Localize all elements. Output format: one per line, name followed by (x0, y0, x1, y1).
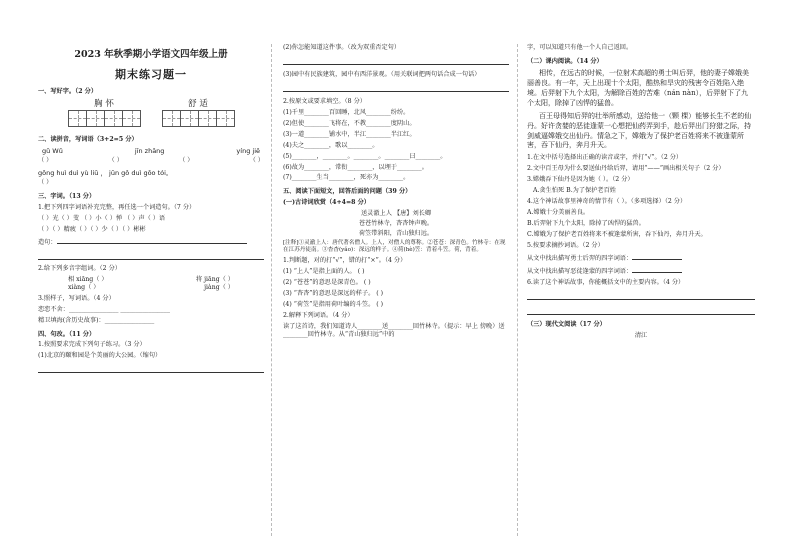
question: 6.读了这个神话故事，你能概括文中的主要内容。（4 分） (527, 278, 685, 286)
polyphone-row (38, 276, 264, 284)
question: 从文中找出描写恶徒逢蒙的四字词语： (527, 267, 633, 275)
idiom-blanks[interactable]: （ ）光（ ）芰 （ ）小（ ）惮 （ ）声（ ）语 (38, 215, 166, 223)
answer-line[interactable] (527, 305, 755, 315)
polyphone-item[interactable]: 相 xiāng（ ） (68, 275, 108, 283)
answer-line[interactable] (283, 82, 509, 92)
idiom-blanks[interactable]: （ ）（ ）精疲（ ）（ ）少（ ）（ ）彬彬 (38, 226, 146, 233)
handwriting-grids (38, 99, 264, 130)
handwriting-word (68, 99, 140, 130)
reading-paragraph: 百王母得知后羿的壮举所感动，送给他一（颗 棵）能够长生不老的仙丹。好许贪婪的恶徒逢蒙一心想把仙药弄到手，趁后羿出门狩猎之际，持剑威逼嫦娥交出仙丹。情急之下，嫦娥为了保护老百姓将来不被逢蒙所害，吞下仙丹，奔月升天。 (527, 111, 752, 150)
question: 2.按原文或要求填空。（8 分） (283, 97, 366, 105)
answer-blank[interactable]: ________________ (68, 305, 119, 313)
column-divider (271, 44, 272, 536)
sub-heading: (一)古诗词欣赏（4+4=8 分） (283, 199, 370, 207)
answer-line[interactable] (527, 290, 755, 300)
fill-blank[interactable]: (2)但使________飞将在，不教________度阴山。 (283, 119, 416, 127)
pinyin: gǔ Wǔ (42, 146, 63, 155)
pinyin: yíng jiē (236, 146, 260, 155)
answer-blank[interactable]: ________________ (104, 316, 155, 324)
section-heading: 二、读拼音，写词语（3+2=5 分） (38, 135, 138, 143)
poem-line: 荷笠带斜阳，青山独归远。 (358, 230, 434, 238)
poem-note: [注释]①灵澈上人：唐代著名僧人。上人，对僧人的尊称。②苍苍：深青色。竹林寺：在现在江苏丹徒南。③杳杳(yǎo)：深远的样子。④荷(hè)笠：背着斗笠。荷，背着。 (283, 240, 506, 254)
paragraph: 读了这首诗，我们知道诗人________送________回竹林寺。（提示：早上 傍晚）送________回竹林寺。从“青山独归远”中的 (283, 323, 505, 338)
word-label: 舒 适 (188, 98, 208, 109)
section-heading: 一、写好字。（2 分） (38, 88, 98, 95)
question: 2.解释下列词语。（4 分） (283, 312, 354, 320)
answer-line[interactable] (57, 237, 247, 244)
option[interactable]: A.嫦娥十分美丽善良。 (527, 209, 590, 217)
pinyin-row (38, 147, 264, 155)
section-heading: 五、阅读下面短文，回答后面的问题（39 分） (283, 188, 412, 196)
section-heading: （二）课内阅读。（14 分） (527, 57, 603, 65)
reading-paragraph: 相传，在远古的时候，一位射术高超的勇士叫后羿，他的妻子嫦娥美丽善良。有一年，天上出现十个太阳，酷热和旱灾的残害令百姓陷入绝境。后羿射下九个太阳，为解除百姓的苦难（nán nàn），后羿射下了九个太阳，除掉了凶悍的猛兽。 (527, 68, 749, 107)
fill-blank[interactable]: (1)千里________百回睡，北风________纷纷。 (283, 108, 410, 116)
section-heading: （三）现代文阅读（17 分） (527, 320, 606, 328)
judge-item[interactable]: (4) “荷笠”是指用荷叶编的斗笠。 ( ) (283, 301, 384, 309)
judge-item[interactable]: (3) “杳杳”的意思是深远的样子。 ( ) (283, 290, 384, 298)
fill-blank[interactable]: (4)夫之________，歌以________。 (283, 141, 379, 149)
column-1 (38, 88, 264, 378)
question: 4.这个神话故事里神奇的情节有（ ）。（多项选择）（2 分） (527, 198, 687, 206)
handwriting-word (162, 99, 234, 130)
answer-blank[interactable]: （ ） (179, 157, 194, 164)
question: 3.照样子，写词语。（4 分） (38, 294, 115, 302)
option[interactable]: B.后羿射下九个太阳，除掉了凶悍的猛兽。 (527, 220, 645, 227)
sentence-label: 造句： (38, 238, 57, 246)
answer-line[interactable] (632, 266, 682, 273)
question: 从文中找出描写勇士后羿的四字词语： (527, 254, 633, 262)
question: 1.在文中括号选择出正确的读音或字，并打“√”。（2 分） (527, 154, 683, 162)
poem-line: 苍苍竹林寺，杳杳钟声晚。 (358, 220, 434, 228)
question: 1.判断题，对的打“√”，错的打“×”。（4 分） (283, 257, 407, 265)
polyphone-item[interactable]: xiàng（ ） (68, 283, 100, 291)
answer-blank[interactable]: ________________ (120, 305, 170, 313)
exam-title: 2023 年秋季期小学语文四年级上册 (74, 49, 228, 60)
polyphone-item[interactable]: jiàng（ ） (204, 283, 234, 291)
answer-blank[interactable]: （ ） (108, 157, 123, 164)
pinyin: jīn zhāng (134, 146, 165, 155)
fill-blank[interactable]: (6)故为________，常衔________，以埋于________。 (283, 163, 428, 171)
question: 1.按照要求完成下列句子练习。（3 分） (38, 341, 146, 349)
answer-blank[interactable]: （ ） (249, 157, 264, 164)
poem-title: 送灵澈上人 【唐】刘长卿 (360, 210, 432, 218)
option[interactable]: A.贪生怕死 B.为了保护老百姓 (533, 187, 616, 195)
answer-blank[interactable]: （ ） (38, 157, 53, 164)
sub-question: (1)北京的颐和园是个美丽的大公园。（缩句） (38, 352, 162, 360)
answer-blank[interactable]: （ ） (38, 179, 53, 187)
judge-item[interactable]: (2) “苍苍”的意思是深青色。 ( ) (283, 279, 371, 287)
question: 3.嫦娥吞下仙丹是因为她（ ）。（2 分） (527, 176, 634, 184)
answer-brackets (38, 157, 264, 165)
column-divider (517, 44, 518, 536)
answer-line[interactable] (38, 250, 264, 260)
option[interactable]: C.嫦娥为了保护老百姓将来不被逢蒙所害，吞下仙丹，奔月升天。 (527, 230, 707, 238)
answer-line[interactable] (632, 253, 682, 260)
paragraph: 字，可以知道只有他一个人自己返回。 (527, 44, 633, 51)
answer-line[interactable] (283, 55, 509, 65)
question: 2.文中百王母为什么要送仙丹给后羿，请用“——”画出相关句子（2 分） (527, 165, 725, 173)
sub-question: (3)园中有民族建筑，园中有西洋景观。（用关联词把两句话合成一句话） (283, 70, 481, 78)
polyphone-row (38, 284, 264, 292)
column-2 (283, 44, 509, 342)
word-label: 胸 怀 (94, 98, 114, 109)
fill-blank[interactable]: (3)一道________铺水中，半江________半江红。 (283, 130, 416, 138)
question: 5.按要求摘抄词语。（2 分） (527, 241, 604, 249)
passage-title: 清江 (634, 331, 648, 339)
sub-question: (2)你怎能知道这件事。（改为双重否定句） (283, 44, 401, 51)
fill-blank[interactable]: (7)________生当________，死亦为________。 (283, 174, 410, 182)
example-label: 精卫填海(含历史故事)： (38, 316, 105, 324)
answer-line[interactable] (38, 363, 264, 373)
pinyin-row: gōng huì duì yù liū ， jūn gǒ duì gōo tói。 (38, 168, 173, 177)
question: 2.给下列多音字组词。（2 分） (38, 264, 121, 272)
section-heading: 四、句改。（11 分） (38, 330, 96, 338)
example-label: 恋恋不舍： (38, 305, 69, 313)
column-3 (527, 44, 755, 342)
polyphone-item[interactable]: 将 jiāng（ ） (195, 275, 234, 283)
judge-item[interactable]: (1) “上人”是指上面的人。 ( ) (283, 268, 365, 276)
question: 1.把下列四字词语补充完整，再任选一个词造句。（7 分） (38, 204, 196, 212)
exam-subtitle: 期末练习题一 (115, 68, 187, 81)
section-heading: 三、字词。（13 分） (38, 193, 96, 201)
fill-blank[interactable]: (5)________，________。________。________曰________。 (283, 152, 447, 160)
